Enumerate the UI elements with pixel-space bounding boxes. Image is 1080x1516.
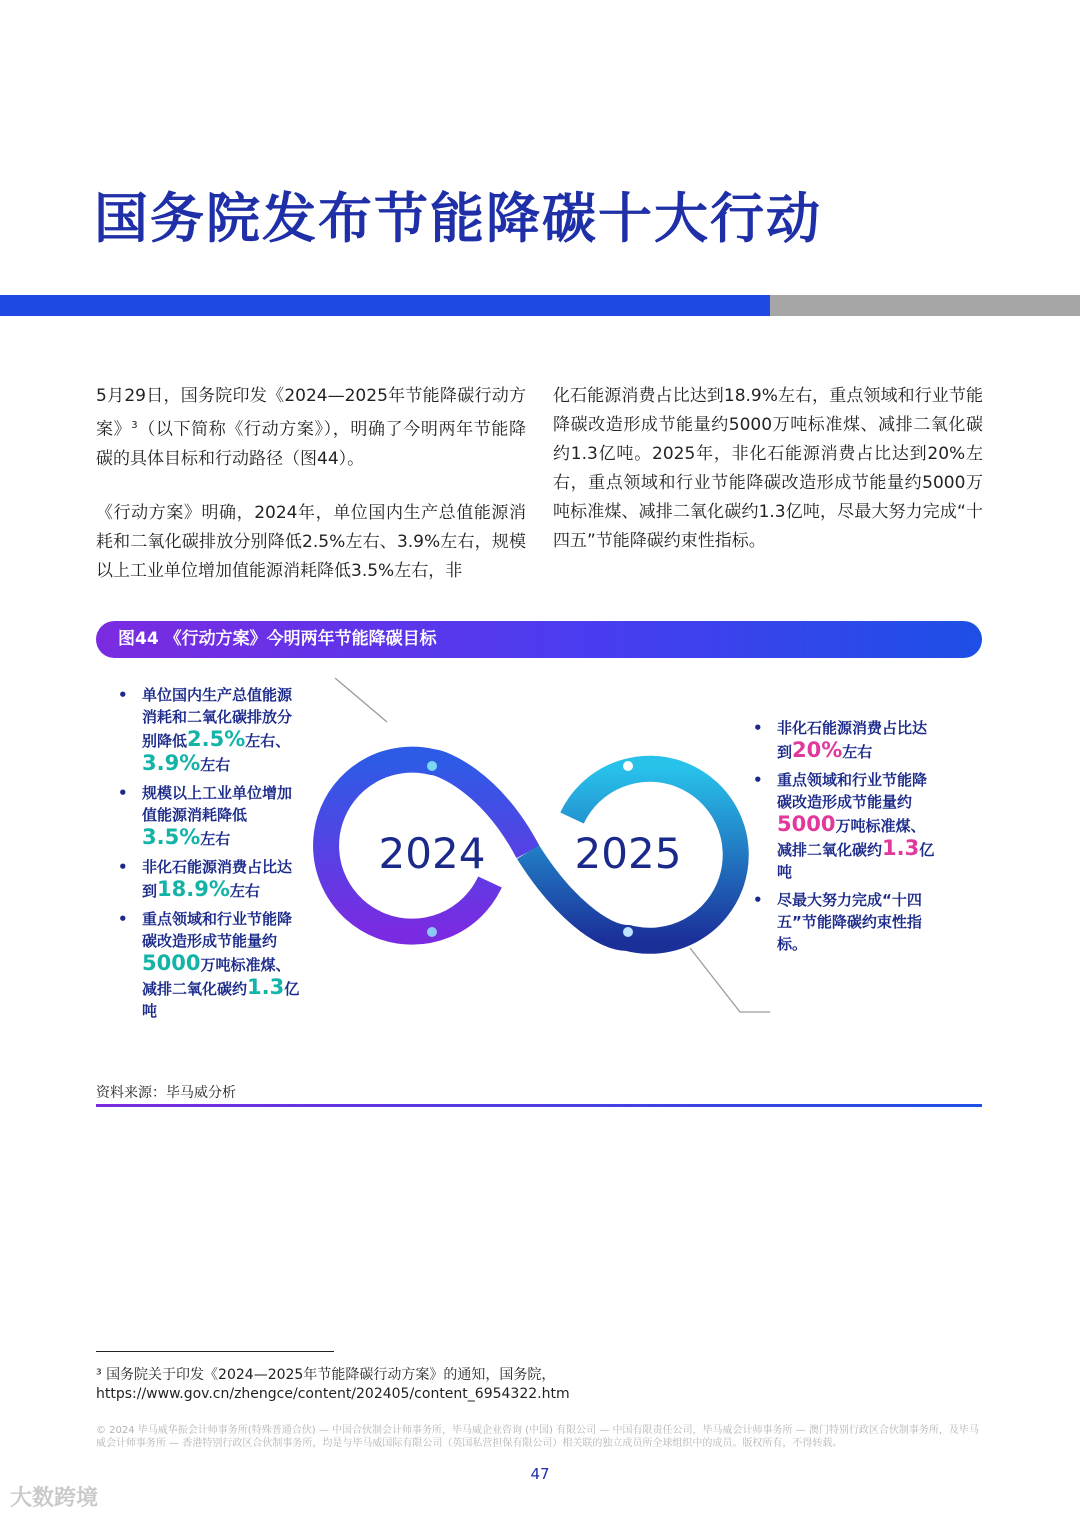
right-paragraph-1: 化石能源消费占比达到18.9%左右，重点领域和行业节能降碳改造形成节能量约5000万吨标准煤、减排二氧化碳约1.3亿吨。2025年，非化石能源消费占比达到20%左右，重点领域和行业节能降碳改造形成节能量约5000万吨标准煤、减排二氧化碳约1.3亿吨，尽最大努力完成“十四五”节能降碳约束性指标。 xyxy=(553,386,983,551)
page-number: 47 xyxy=(530,1465,550,1483)
loop-dot xyxy=(427,927,437,937)
year-2024-label: 2024 xyxy=(378,829,486,878)
connector-line-left xyxy=(335,678,387,722)
title-bar-blue xyxy=(0,295,770,316)
left-paragraph-2: 《行动方案》明确，2024年，单位国内生产总值能源消耗和二氧化碳排放分别降低2.5%左右、3.9%左右，规模以上工业单位增加值能源消耗降低3.5%左右，非 xyxy=(96,502,526,581)
list-item: • 非化石能源消费占比达到20%左右 xyxy=(753,717,935,763)
title-bar-gray xyxy=(770,295,1080,316)
loop-dot xyxy=(623,927,633,937)
list-item: • 非化石能源消费占比达到18.9%左右 xyxy=(118,856,300,902)
figure-caption-banner: 图44 《行动方案》今明两年节能降碳目标 xyxy=(96,621,982,658)
footnote-divider xyxy=(96,1351,334,1352)
loop-dot xyxy=(623,761,633,771)
footnote-ref[interactable]: 3 xyxy=(131,420,138,431)
loop-dot xyxy=(427,761,437,771)
footnote-link[interactable]: https://www.gov.cn/zhengce/content/202405/content_6954322.htm xyxy=(96,1386,570,1402)
list-item: • 单位国内生产总值能源消耗和二氧化碳排放分别降低2.5%左右、3.9%左右 xyxy=(118,684,300,776)
list-item: • 重点领域和行业节能降碳改造形成节能量约5000万吨标准煤、减排二氧化碳约1.3亿吨 xyxy=(118,908,300,1022)
body-left-column xyxy=(96,382,526,611)
infinity-diagram xyxy=(290,670,770,1030)
targets-2024-list xyxy=(118,684,300,1028)
left-paragraph-1: 5月29日，国务院印发《2024—2025年节能降碳行动方案》$^3$（以下简称《行动方案》），明确了今明两年节能降碳的具体目标和行动路径（图44）。 xyxy=(96,386,526,469)
targets-2025-list xyxy=(753,717,935,961)
figure-bottom-rule xyxy=(96,1104,982,1107)
watermark: 大数跨境 xyxy=(10,1486,99,1511)
body-right-column xyxy=(553,382,983,581)
list-item: • 尽最大努力完成“十四五”节能降碳约束性指标。 xyxy=(753,889,935,955)
copyright-notice: © 2024 毕马威华振会计师事务所(特殊普通合伙) — 中国合伙制会计师事务所，毕马威企业咨询 (中国) 有限公司 — 中国有限责任公司，毕马威会计师事务所 — 澳门特别行政区合伙制事务所，及毕马威会计师事务所 — 香港特别行政区合伙制事务所，均是与毕马威国际有限公司（英国私营担保有限公司）相关联的独立成员所全球组织中的成员。版权所有，不得转载。 xyxy=(96,1425,979,1449)
page-title: 国务院发布节能降碳十大行动 xyxy=(94,187,822,250)
year-2025-label: 2025 xyxy=(574,829,682,878)
figure-source: 资料来源：毕马威分析 xyxy=(96,1085,236,1101)
footnote: ³ 国务院关于印发《2024—2025年节能降碳行动方案》的通知，国务院， https://www.gov.cn/zhengce/content/202405/content_6954322.htm xyxy=(96,1367,570,1402)
list-item: • 重点领域和行业节能降碳改造形成节能量约5000万吨标准煤、减排二氧化碳约1.3亿吨 xyxy=(753,769,935,883)
list-item: • 规模以上工业单位增加值能源消耗降低3.5%左右 xyxy=(118,782,300,850)
